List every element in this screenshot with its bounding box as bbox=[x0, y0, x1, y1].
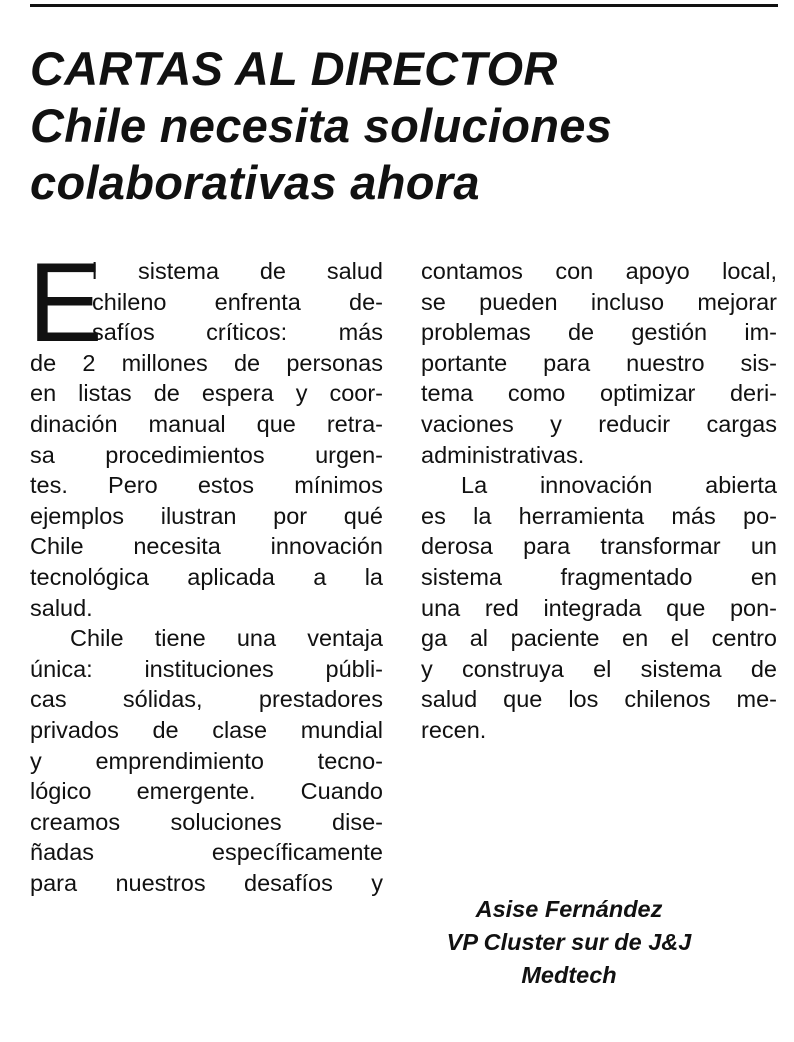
text-line: sistema fragmentado en bbox=[421, 563, 777, 590]
text-line: única: instituciones públi- bbox=[30, 655, 383, 682]
text-line: safíos críticos: más bbox=[92, 319, 383, 346]
text-line: en listas de espera y coor- bbox=[30, 380, 383, 407]
text-line: Chile necesita innovación bbox=[30, 533, 383, 560]
text-line: administrativas. bbox=[421, 441, 585, 468]
headline bbox=[30, 40, 780, 211]
column-left bbox=[28, 240, 383, 898]
text-line: l sistema de salud bbox=[92, 258, 383, 284]
text-line: creamos soluciones dise- bbox=[30, 808, 383, 835]
author-name: Asise Fernández bbox=[475, 896, 663, 922]
text-line: una red integrada que pon- bbox=[421, 594, 777, 621]
text-line: problemas de gestión im- bbox=[421, 319, 777, 346]
text-line: lógico emergente. Cuando bbox=[30, 778, 383, 805]
text-line: chileno enfrenta de- bbox=[92, 288, 383, 315]
text-line: sa procedimientos urgen- bbox=[30, 441, 383, 468]
article-title-line-1: Chile necesita soluciones bbox=[30, 99, 613, 152]
column-right bbox=[421, 256, 777, 746]
text-line: contamos con apoyo local, bbox=[421, 258, 777, 284]
text-line: dinación manual que retra- bbox=[30, 410, 383, 437]
text-line: tecnológica aplicada a la bbox=[30, 563, 383, 590]
text-line: ejemplos ilustran por qué bbox=[30, 502, 383, 529]
article-title-line-2: colaborativas ahora bbox=[30, 156, 480, 209]
text-line: derosa para transformar un bbox=[421, 533, 777, 560]
drop-cap: E bbox=[28, 240, 103, 365]
text-line: La innovación abierta bbox=[461, 472, 777, 499]
text-line: salud. bbox=[30, 594, 93, 621]
text-line: se pueden incluso mejorar bbox=[421, 288, 777, 315]
text-line: ñadas específicamente bbox=[30, 839, 383, 866]
text-line: cas sólidas, prestadores bbox=[30, 686, 383, 713]
text-line: ga al paciente en el centro bbox=[421, 625, 777, 652]
author-title: VP Cluster sur de J&J bbox=[446, 929, 692, 955]
text-line: privados de clase mundial bbox=[30, 716, 383, 743]
text-line: vaciones y reducir cargas bbox=[421, 410, 777, 437]
text-line: y construya el sistema de bbox=[421, 655, 777, 682]
text-line: para nuestros desafíos y bbox=[30, 869, 383, 896]
section-title: CARTAS AL DIRECTOR bbox=[30, 42, 558, 95]
text-line: salud que los chilenos me- bbox=[421, 686, 777, 713]
text-line: portante para nuestro sis- bbox=[421, 349, 777, 376]
top-rule bbox=[30, 4, 778, 7]
text-line: y emprendimiento tecno- bbox=[30, 747, 383, 774]
text-line: de 2 millones de personas bbox=[30, 349, 383, 376]
text-line: Chile tiene una ventaja bbox=[70, 625, 383, 652]
text-line: es la herramienta más po- bbox=[421, 502, 777, 529]
text-line: tema como optimizar deri- bbox=[421, 380, 777, 407]
text-line: recen. bbox=[421, 716, 487, 743]
signature-block bbox=[391, 893, 747, 992]
author-title-continued: Medtech bbox=[521, 962, 617, 988]
text-line: tes. Pero estos mínimos bbox=[30, 472, 383, 499]
